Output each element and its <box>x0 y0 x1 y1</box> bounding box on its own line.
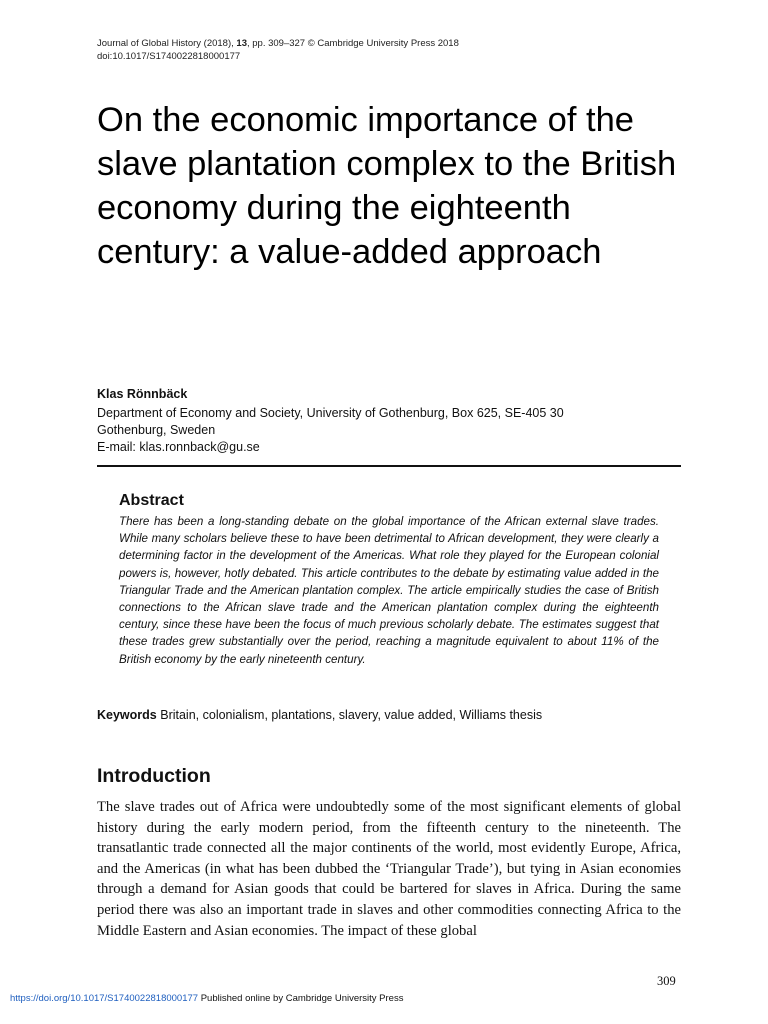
author-affiliation-line1: Department of Economy and Society, University of Gothenburg, Box 625, SE-405 30 <box>97 406 564 420</box>
article-title: On the economic importance of the slave plantation complex to the British economy during the eighteenth century: a value-added approach <box>97 101 677 271</box>
footer <box>10 993 403 1005</box>
page-number: 309 <box>657 974 676 988</box>
abstract-section <box>119 490 659 668</box>
abstract-heading: Abstract <box>119 492 184 509</box>
author-block <box>97 386 564 456</box>
author-email: E-mail: klas.ronnback@gu.se <box>97 440 260 454</box>
author-affiliation-line2: Gothenburg, Sweden <box>97 423 216 437</box>
header-doi: doi:10.1017/S1740022818000177 <box>97 51 241 62</box>
citation-line <box>97 37 459 50</box>
author-name: Klas Rönnbäck <box>97 387 188 401</box>
keywords-list: Britain, colonialism, plantations, slavery, value added, Williams thesis <box>160 708 543 722</box>
keywords <box>97 706 542 724</box>
introduction-heading: Introduction <box>97 765 211 787</box>
abstract-text: There has been a long-standing debate on the global importance of the African external slave trades. While many scholars believe these to have been detrimental to African development, they were clearly a determining factor in the development of the Americas. What role they played for the European colonial powers is, however, hotly debated. This article contributes to the debate by estimating value added in the Triangular Trade and the American plantation complex. The article empirically studies the case of British connections to the African slave trade and the American plantation complex during the eighteenth century, since these have been the focus of much previous scholarly debate. The estimates suggest that these trades grew substantially over the period, reaching a magnitude equivalent to about 11% of the British economy by the early nineteenth century. <box>119 515 659 666</box>
journal-name: Journal of Global History (2018), <box>97 38 237 49</box>
published-online-note: Published online by Cambridge University Press <box>198 993 404 1004</box>
journal-volume: 13 <box>236 38 247 49</box>
introduction-text: The slave trades out of Africa were undoubtedly some of the most significant elements of global history during the early modern period, from the fifteenth century to the nineteenth. The transatlantic trade connected all the major continents of the world, most evidently Europe, Africa, and the Americas (in what has been dubbed the ‘Triangular Trade’), but tying in Asian economies through a demand for Asian goods that could be bartered for slaves in Africa. During the same period there was also an important trade in slaves and other commodities connecting Africa to the Middle Eastern and Asian economies. The impact of these global <box>97 799 681 939</box>
doi-link[interactable]: https://doi.org/10.1017/S1740022818000177 <box>10 993 199 1004</box>
keywords-label: Keywords <box>97 708 157 722</box>
pages-copyright: , pp. 309–327 © Cambridge University Press 2018 <box>246 38 459 49</box>
journal-header <box>97 37 459 63</box>
section-divider <box>97 465 681 467</box>
